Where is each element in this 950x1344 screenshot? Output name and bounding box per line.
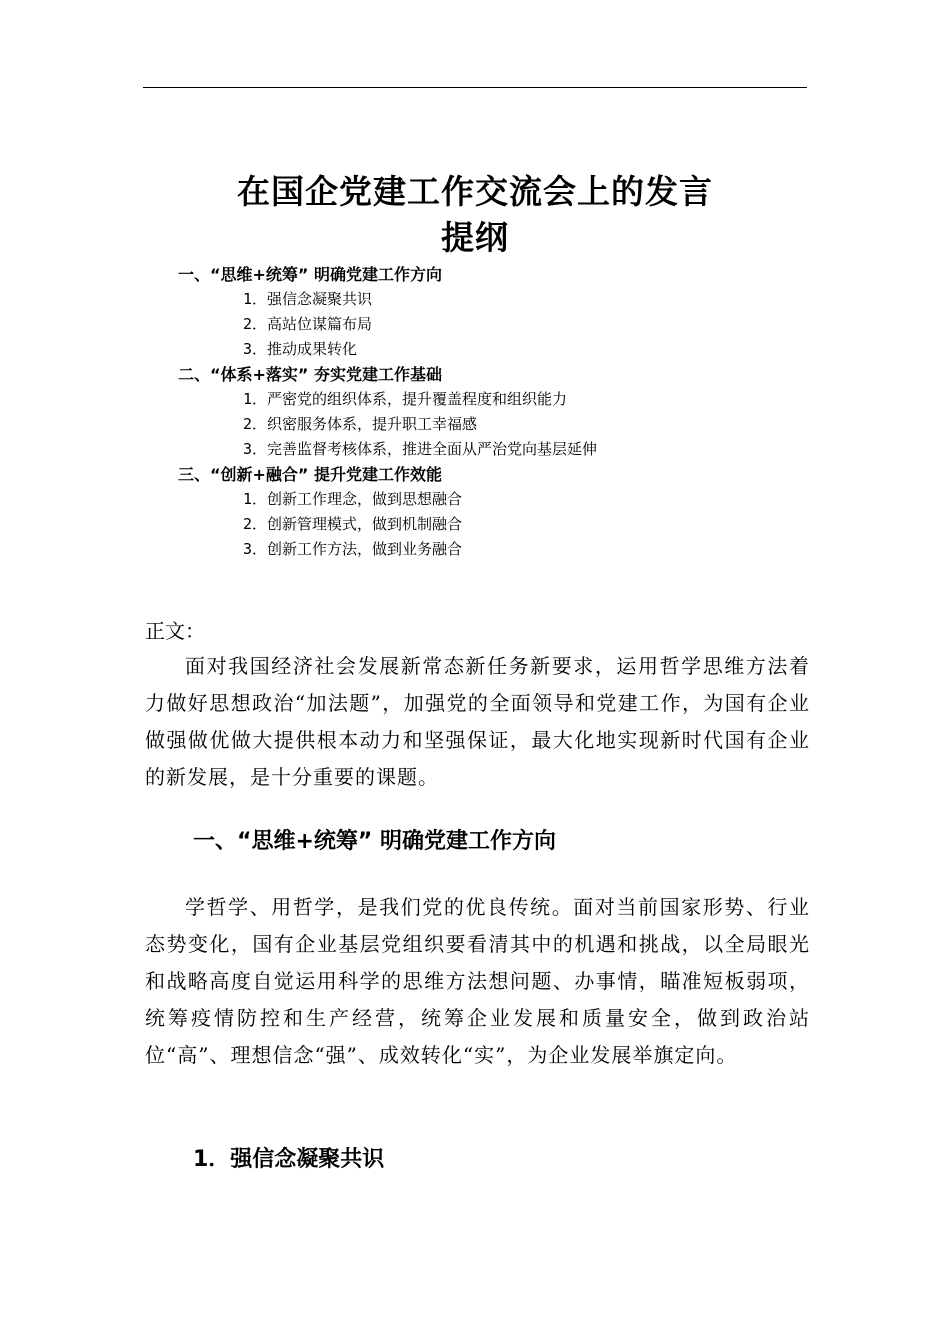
outline-item: 3．推动成果转化 (243, 340, 358, 358)
outline-item: 2．织密服务体系，提升职工幸福感 (243, 415, 478, 433)
document-title: 在国企党建工作交流会上的发言 (237, 172, 713, 211)
outline-item: 3．创新工作方法，做到业务融合 (243, 540, 463, 558)
outline-item: 1．强信念凝聚共识 (243, 290, 373, 308)
outline-item: 3．完善监督考核体系，推进全面从严治党向基层延伸 (243, 440, 598, 458)
header-rule (143, 87, 807, 88)
outline-section-heading: 三、“创新+融合” 提升党建工作效能 (178, 465, 443, 484)
section-heading: 一、“思维+统筹” 明确党建工作方向 (193, 829, 557, 854)
outline-item: 1．创新工作理念，做到思想融合 (243, 490, 463, 508)
intro-paragraph-block (145, 648, 810, 796)
body-label: 正文： (145, 619, 205, 643)
outline (0, 262, 950, 562)
subsection-heading: 1．强信念凝聚共识 (193, 1147, 385, 1172)
outline-section-heading: 一、“思维+统筹” 明确党建工作方向 (178, 265, 443, 284)
intro-paragraph: 面对我国经济社会发展新常态新任务新要求，运用哲学思维方法着力做好思想政治“加法题”，加强党的全面领导和党建工作，为国有企业做强做优做大提供根本动力和坚强保证，最大化地实现新时代国有企业的新发展，是十分重要的课题。 (145, 654, 810, 789)
outline-item: 2．创新管理模式，做到机制融合 (243, 515, 463, 533)
outline-item: 1．严密党的组织体系，提升覆盖程度和组织能力 (243, 390, 568, 408)
section-paragraph-block (145, 889, 810, 1074)
outline-item: 2．高站位谋篇布局 (243, 315, 373, 333)
document-subtitle: 提纲 (441, 218, 509, 257)
outline-section-heading: 二、“体系+落实” 夯实党建工作基础 (178, 365, 443, 384)
section-paragraph: 学哲学、用哲学，是我们党的优良传统。面对当前国家形势、行业态势变化，国有企业基层党组织要看清其中的机遇和挑战，以全局眼光和战略高度自觉运用科学的思维方法想问题、办事情，瞄准短板弱项，统筹疫情防控和生产经营，统筹企业发展和质量安全，做到政治站位“高”、理想信念“强”、成效转化“实”，为企业发展举旗定向。 (145, 895, 810, 1067)
